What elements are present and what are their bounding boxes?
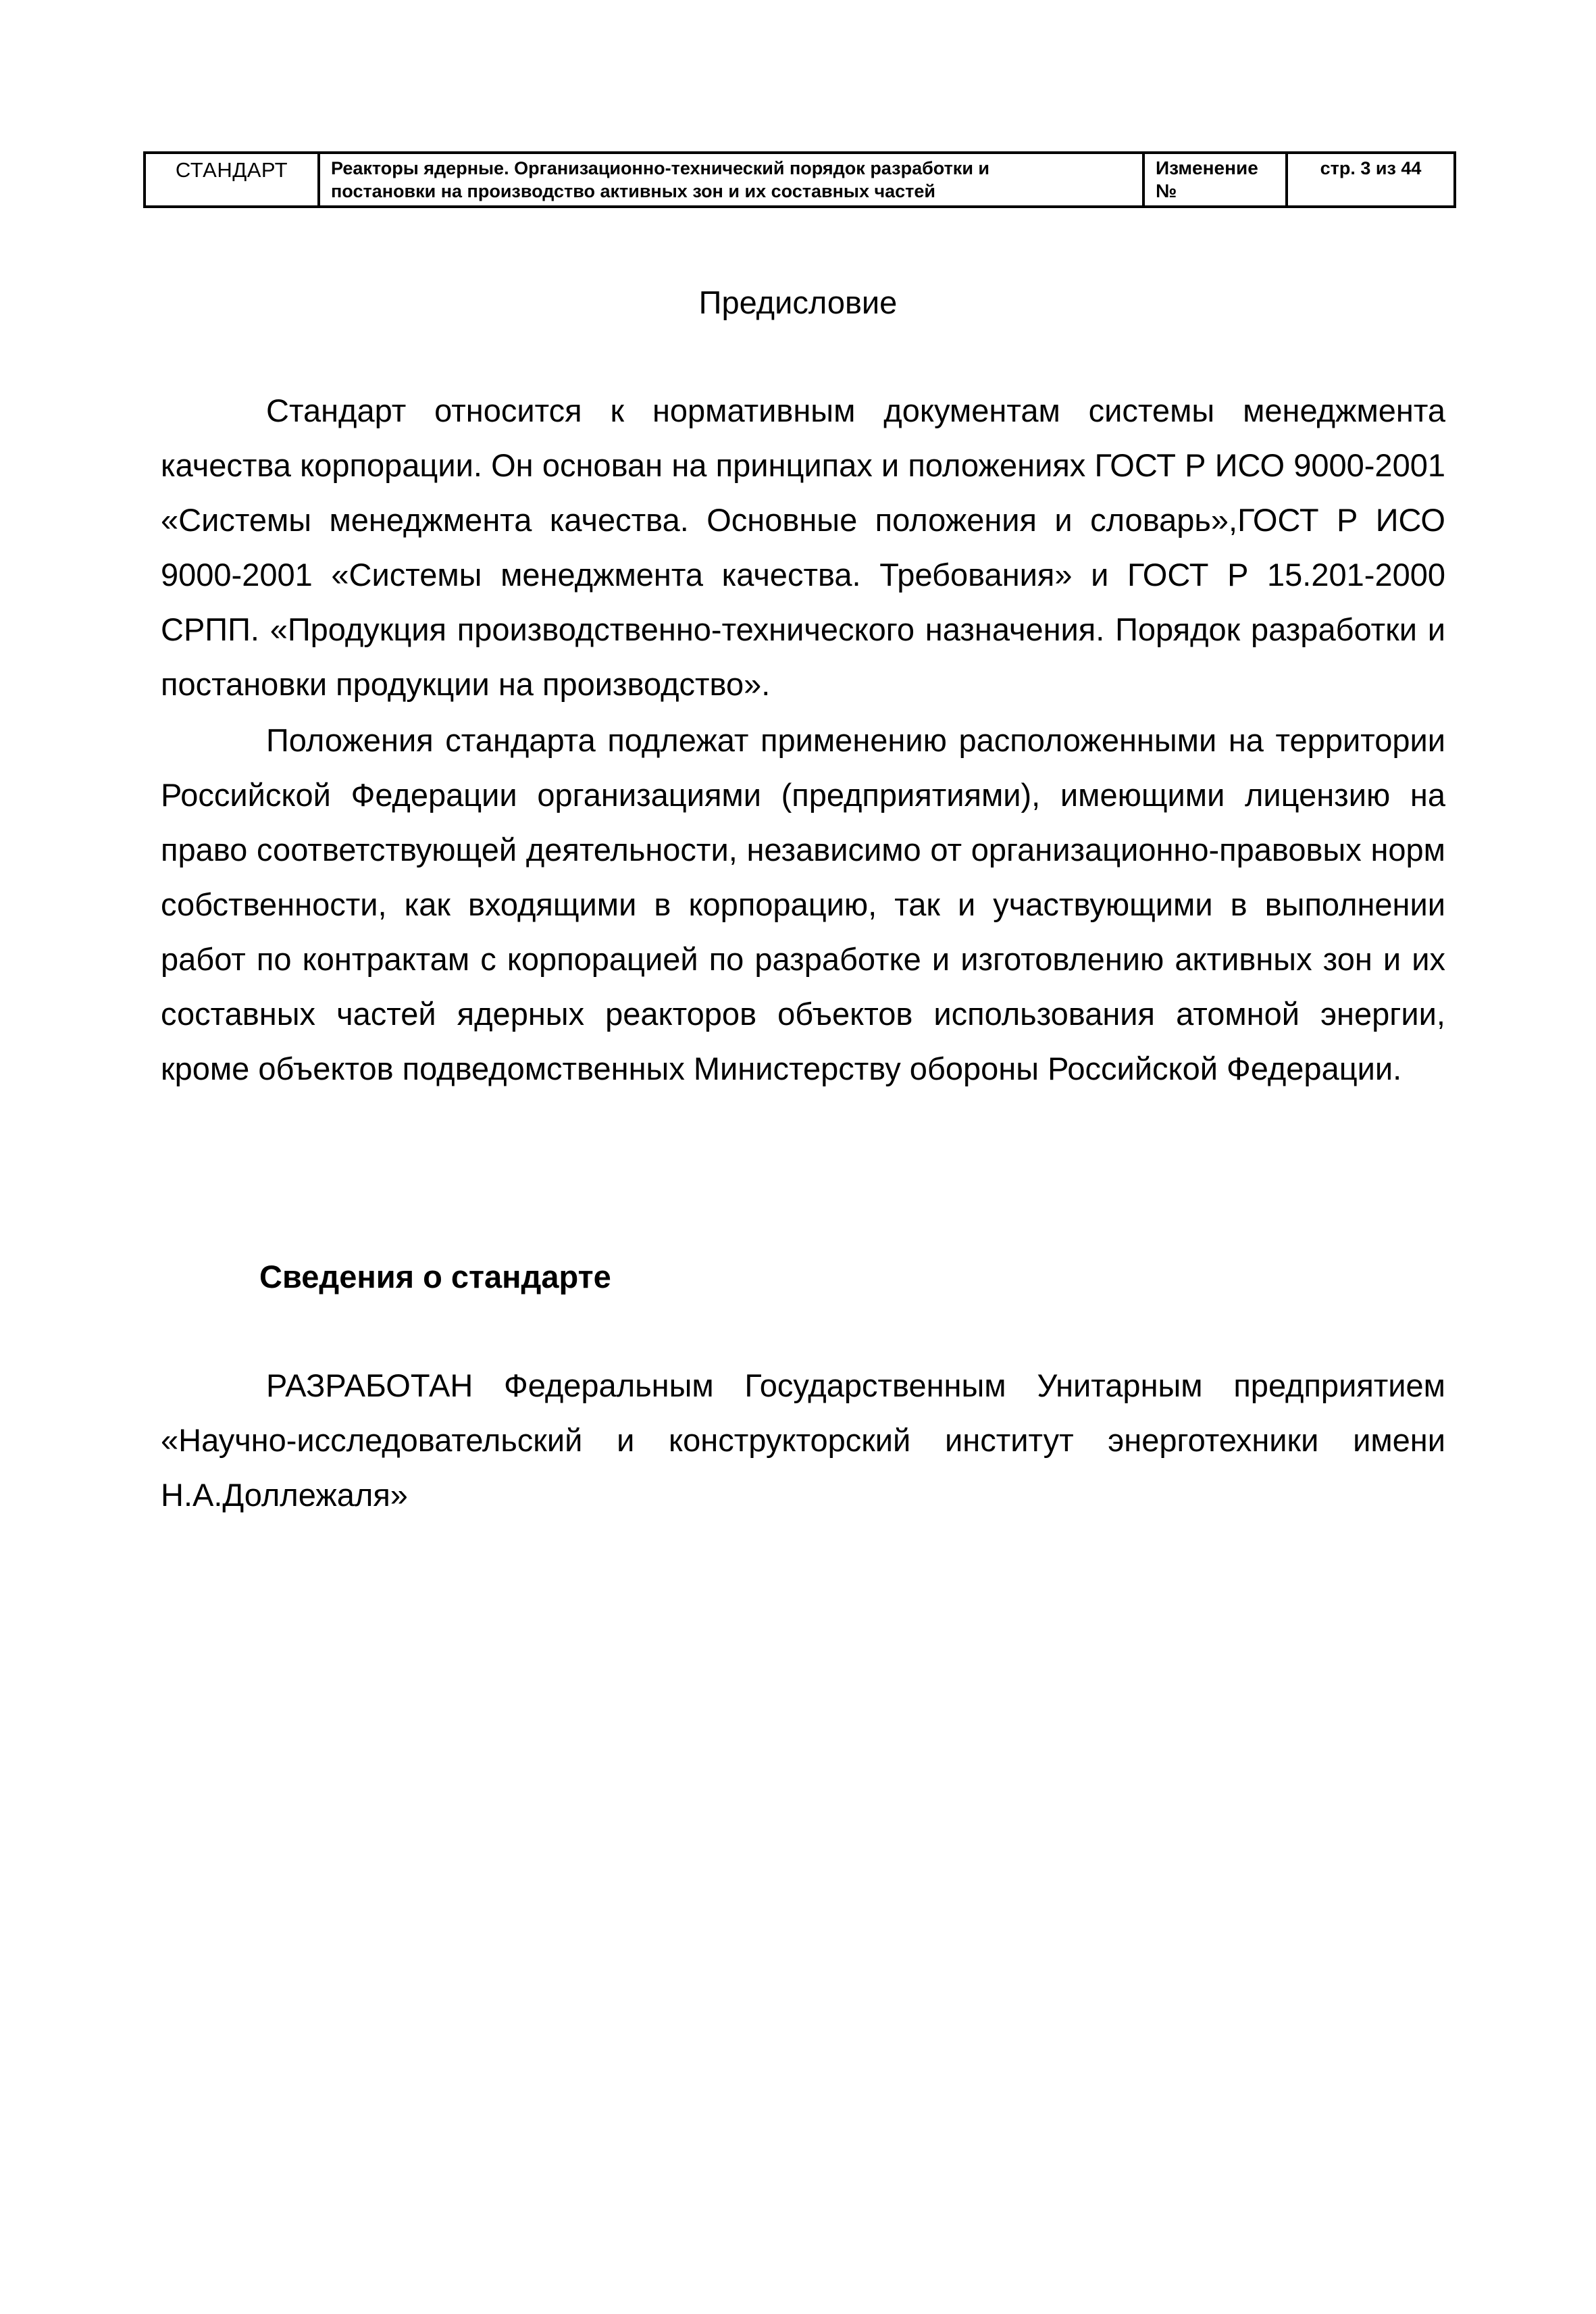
- foreword-paragraph-2: [161, 713, 1445, 1096]
- foreword-paragraph-1: [161, 383, 1445, 711]
- header-change-cell: [1145, 154, 1288, 205]
- foreword-title: Предисловие: [698, 284, 898, 320]
- header-standard-cell: [146, 154, 320, 205]
- page-info: стр. 3 из 44: [1320, 158, 1422, 178]
- document-title-line1: Реакторы ядерные. Организационно-технический порядок разработки и: [331, 158, 990, 178]
- developer-paragraph: [161, 1358, 1445, 1522]
- foreword-paragraph-2-text: Положения стандарта подлежат применению расположенными на территории Российской Федерации организациями (предприятиями), имеющими лицензию на право соответствующей деятельности, независимо от организационно-правовых норм собственности, как входящими в корпорацию, так и участвующими в выполнении работ по контрактам с корпорацией по разработке и изготовлению активных зон и их составных частей ядерных реакторов объектов использования атомной энергии, кроме объектов подведомственных Министерству обороны Российской Федерации.: [161, 722, 1445, 1086]
- developer-paragraph-text: РАЗРАБОТАН Федеральным Государственным Унитарным предприятием «Научно-исследовательский и конструкторский институт энерготехники имени Н.А.Доллежаля»: [161, 1367, 1445, 1513]
- header-title-cell: [320, 154, 1145, 205]
- foreword-paragraph-1-text: Стандарт относится к нормативным документам системы менеджмента качества корпорации. Он основан на принципах и положениях ГОСТ Р ИСО 9000-2001 «Системы менеджмента качества. Основные положения и словарь»,ГОСТ Р ИСО 9000-2001 «Системы менеджмента качества. Требования» и ГОСТ Р 15.201-2000 СРПП. «Продукция производственно-технического назначения. Порядок разработки и постановки продукции на производство».: [161, 393, 1445, 702]
- document-title: [331, 157, 1137, 203]
- standard-label: СТАНДАРТ: [175, 158, 288, 182]
- standard-info-title: Сведения о стандарте: [259, 1259, 611, 1294]
- document-title-line2: постановки на производство активных зон и их составных частей: [331, 181, 936, 201]
- change-label: Изменение: [1156, 157, 1258, 178]
- header-page-cell: [1288, 154, 1453, 205]
- header-table: [143, 151, 1456, 208]
- change-number-label: №: [1156, 180, 1177, 201]
